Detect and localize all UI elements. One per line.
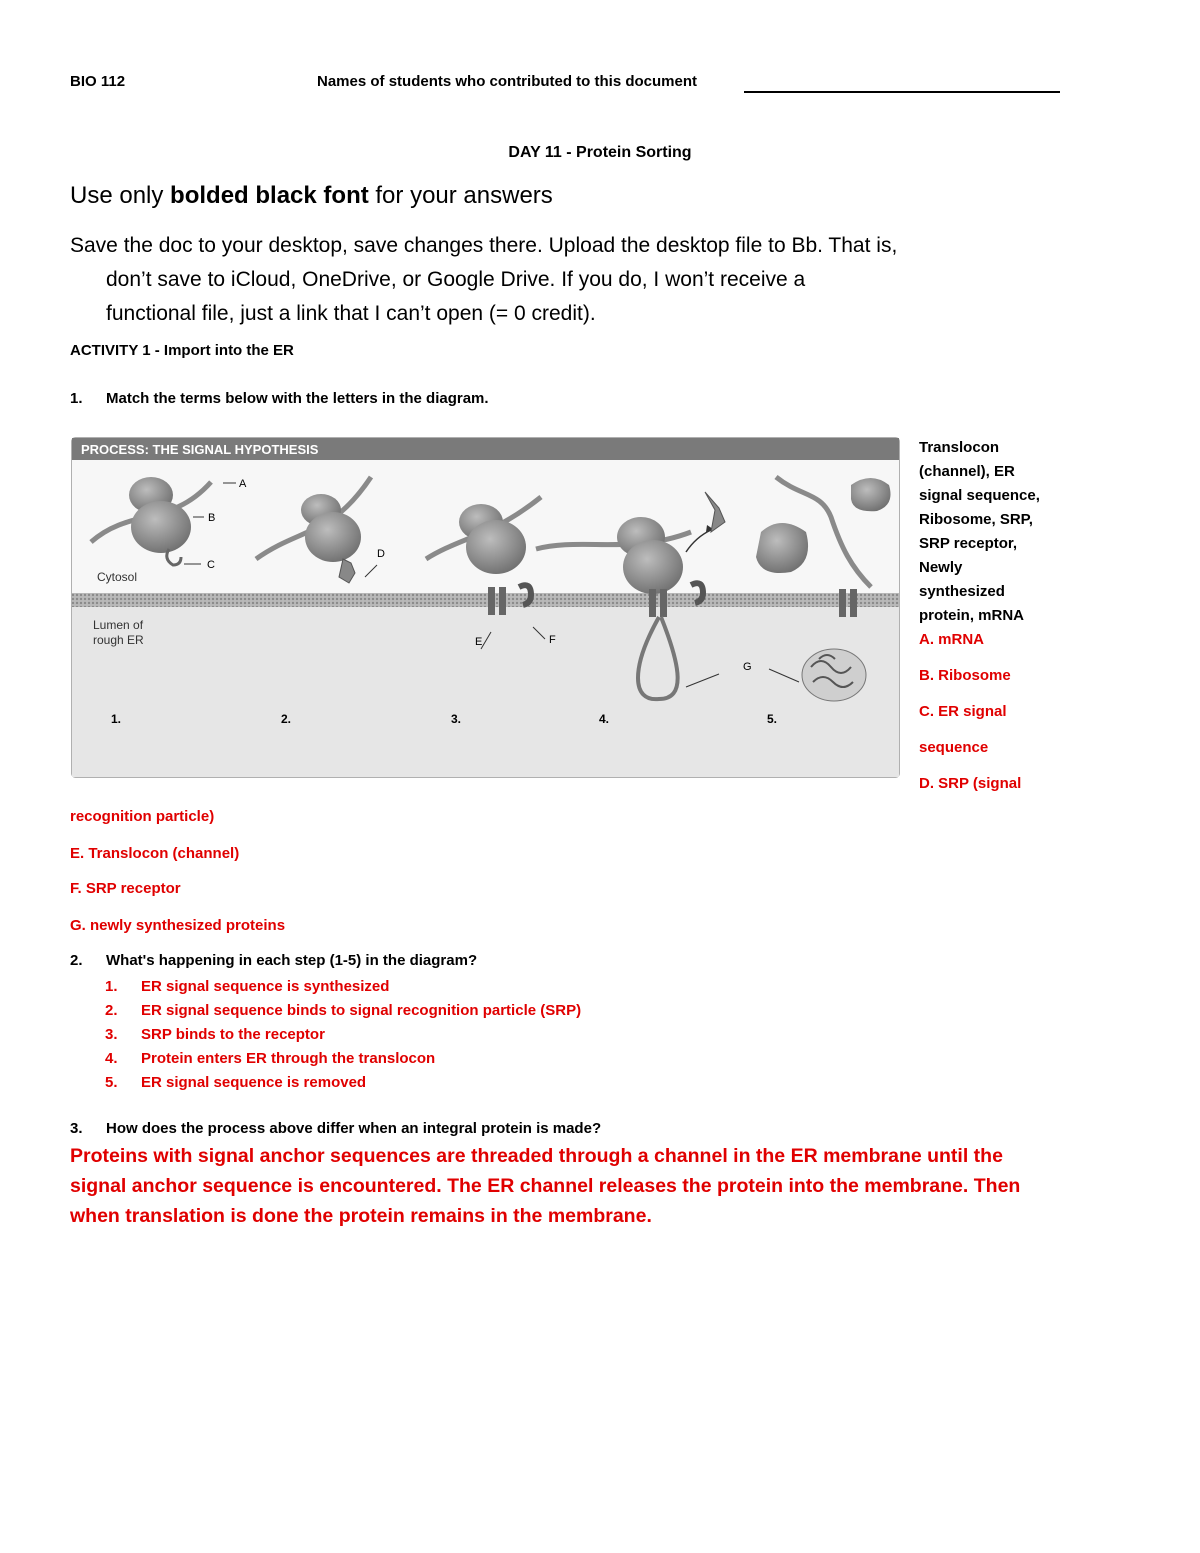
term-line-1: Translocon: [919, 439, 1000, 456]
instruction-save: [70, 229, 1070, 331]
instruction-font: [70, 182, 553, 210]
term-line-6: Newly: [919, 559, 963, 576]
translocon-4a: [649, 589, 656, 617]
instruction-post: for your answers: [368, 182, 553, 209]
activity-title: ACTIVITY 1 - Import into the ER: [70, 342, 294, 359]
lumen-label-1: Lumen of: [93, 618, 144, 632]
question-2: [70, 952, 477, 969]
term-line-4: Ribosome, SRP,: [919, 511, 1033, 528]
label-a: A: [239, 478, 247, 490]
answer-3-line-2: signal anchor sequence is encountered. The ER channel releases the protein into the membrane. Then: [70, 1175, 1021, 1197]
term-line-3: signal sequence,: [919, 487, 1040, 504]
step-answer-1: 1. ER signal sequence is synthesized: [105, 978, 390, 995]
translocon-5a: [839, 589, 846, 617]
answer-c-2: sequence: [919, 739, 989, 756]
answer-3-line-3: when translation is done the protein remains in the membrane.: [70, 1205, 652, 1227]
instruction-bold: bolded black font: [170, 182, 369, 209]
answer-d-2: recognition particle): [70, 808, 215, 825]
answer-c-1: C. ER signal: [919, 703, 1007, 720]
step-number-2: 2.: [281, 712, 292, 726]
cytosol-label: Cytosol: [97, 570, 138, 584]
answer-e: E. Translocon (channel): [70, 845, 240, 862]
terms-and-answers: [919, 436, 1079, 796]
term-line-7: synthesized: [919, 583, 1005, 600]
label-g: G: [743, 661, 752, 673]
instruction-pre: Use only: [70, 182, 171, 209]
er-membrane: [72, 593, 899, 607]
label-d: D: [377, 548, 385, 560]
term-line-8: protein, mRNA: [919, 607, 1024, 624]
answer-a: A. mRNA: [919, 631, 985, 648]
lumen-region: [72, 607, 899, 777]
answer-g: G. newly synthesized proteins: [70, 917, 286, 934]
step-answer-2: 2. ER signal sequence binds to signal recognition particle (SRP): [105, 1002, 582, 1019]
instruction-save-line3: functional file, just a link that I can’t open (= 0 credit).: [106, 302, 596, 325]
folded-protein: [802, 649, 866, 701]
lumen-label-2: rough ER: [93, 633, 144, 647]
question-3-text: How does the process above differ when an integral protein is made?: [106, 1120, 602, 1137]
answer-3-line-1: Proteins with signal anchor sequences are threaded through a channel in the ER membrane until the: [70, 1145, 1003, 1167]
step-answer-4: 4. Protein enters ER through the translocon: [105, 1050, 436, 1067]
names-label: Names of students who contributed to this document: [317, 73, 698, 90]
label-c: C: [207, 559, 215, 571]
question-3: [70, 1120, 601, 1137]
translocon-3a: [488, 587, 495, 615]
question-2-number: 2.: [70, 952, 83, 969]
answer-3: [70, 1141, 1070, 1231]
signal-hypothesis-diagram: [71, 437, 900, 778]
step-number-3: 3.: [451, 712, 462, 726]
ribosome-large-3: [466, 520, 526, 574]
question-1: [70, 390, 489, 407]
ribosome-large-4: [623, 540, 683, 594]
names-blank-line[interactable]: [744, 91, 1060, 93]
question-2-text: What's happening in each step (1-5) in the diagram?: [106, 952, 478, 969]
label-e: E: [475, 636, 483, 648]
ribosome-large-2: [305, 512, 361, 562]
instruction-save-line2: don’t save to iCloud, OneDrive, or Google Drive. If you do, I won’t receive a: [106, 268, 806, 291]
translocon-3b: [499, 587, 506, 615]
instruction-save-line1: Save the doc to your desktop, save changes there. Upload the desktop file to Bb. That is,: [70, 234, 898, 257]
term-line-5: SRP receptor,: [919, 535, 1018, 552]
step-answer-3: 3. SRP binds to the receptor: [105, 1026, 325, 1043]
step-number-5: 5.: [767, 712, 778, 726]
course-code: BIO 112: [70, 73, 126, 90]
translocon-4b: [660, 589, 667, 617]
question-3-number: 3.: [70, 1120, 83, 1137]
label-b: B: [208, 512, 216, 524]
question-1-number: 1.: [70, 390, 83, 407]
ribosome-small-5: [851, 478, 891, 511]
label-f: F: [549, 634, 556, 646]
ribosome-large-5: [756, 523, 808, 573]
answer-f: F. SRP receptor: [70, 880, 181, 897]
step-answers-list: [105, 975, 581, 1095]
step-number-4: 4.: [599, 712, 610, 726]
diagram-title: PROCESS: THE SIGNAL HYPOTHESIS: [81, 442, 319, 457]
translocon-5b: [850, 589, 857, 617]
page-title: DAY 11 - Protein Sorting: [508, 144, 692, 161]
step-answer-5: 5. ER signal sequence is removed: [105, 1074, 367, 1091]
question-1-text: Match the terms below with the letters in the diagram.: [106, 390, 489, 407]
answer-b: B. Ribosome: [919, 667, 1011, 684]
step-number-1: 1.: [111, 712, 122, 726]
ribosome-large-1: [131, 501, 191, 553]
term-line-2: (channel), ER: [919, 463, 1015, 480]
answer-d-1: D. SRP (signal: [919, 775, 1022, 792]
